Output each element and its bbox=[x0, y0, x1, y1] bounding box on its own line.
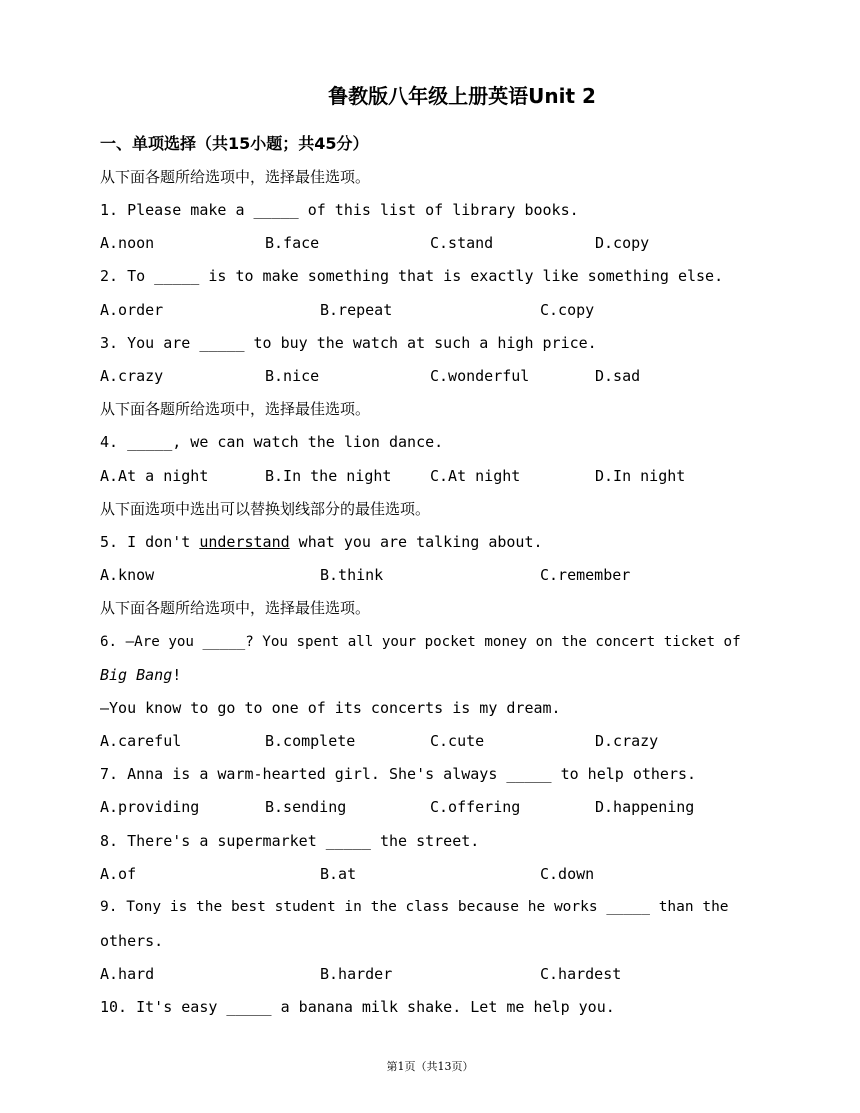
instruction: 从下面各题所给选项中，选择最佳选项。 bbox=[100, 400, 371, 418]
question-6-reply: —You know to go to one of its concerts is my dream. bbox=[100, 699, 561, 717]
question-2: 2. To _____ is to make something that is exactly like something else. bbox=[100, 267, 724, 285]
option-3a: A.crazy bbox=[100, 367, 164, 385]
option-4d: D.In night bbox=[595, 467, 686, 485]
question-4: 4. _____, we can watch the lion dance. bbox=[100, 433, 444, 451]
question-8: 8. There's a supermarket _____ the street. bbox=[100, 832, 480, 850]
question-3: 3. You are _____ to buy the watch at such a high price. bbox=[100, 334, 597, 352]
instruction: 从下面各题所给选项中，选择最佳选项。 bbox=[100, 599, 371, 617]
option-3c: C.wonderful bbox=[430, 367, 530, 385]
question-9: 9. Tony is the best student in the class because he works _____ than the bbox=[100, 899, 729, 915]
option-1c: C.stand bbox=[430, 234, 494, 252]
option-7b: B.sending bbox=[265, 798, 347, 816]
option-5a: A.know bbox=[100, 566, 155, 584]
question-6-punct: ! bbox=[172, 666, 182, 684]
option-8a: A.of bbox=[100, 865, 137, 883]
option-4b: B.In the night bbox=[265, 467, 392, 485]
option-9c: C.hardest bbox=[540, 965, 622, 983]
question-7: 7. Anna is a warm-hearted girl. She's always _____ to help others. bbox=[100, 765, 697, 783]
question-5-end: what you are talking about. bbox=[289, 533, 543, 551]
underlined-word: understand bbox=[199, 533, 290, 551]
option-7a: A.providing bbox=[100, 798, 200, 816]
option-7d: D.happening bbox=[595, 798, 695, 816]
question-9-cont: others. bbox=[100, 932, 164, 950]
document-title: 鲁教版八年级上册英语Unit 2 bbox=[328, 84, 596, 108]
option-5b: B.think bbox=[320, 566, 384, 584]
option-5c: C.remember bbox=[540, 566, 631, 584]
instruction: 从下面选项中选出可以替换划线部分的最佳选项。 bbox=[100, 500, 431, 518]
option-1d: D.copy bbox=[595, 234, 650, 252]
section-heading: 一、单项选择（共15小题；共45分） bbox=[100, 134, 369, 153]
question-5 bbox=[100, 532, 543, 552]
option-6d: D.crazy bbox=[595, 732, 659, 750]
option-6b: B.complete bbox=[265, 732, 356, 750]
option-7c: C.offering bbox=[430, 798, 521, 816]
option-2c: C.copy bbox=[540, 301, 595, 319]
option-8b: B.at bbox=[320, 865, 357, 883]
option-9b: B.harder bbox=[320, 965, 393, 983]
option-4c: C.At night bbox=[430, 467, 521, 485]
option-6c: C.cute bbox=[430, 732, 485, 750]
option-9a: A.hard bbox=[100, 965, 155, 983]
question-6: 6. —Are you _____? You spent all your pocket money on the concert ticket of bbox=[100, 634, 741, 650]
option-8c: C.down bbox=[540, 865, 595, 883]
option-3b: B.nice bbox=[265, 367, 320, 385]
option-1a: A.noon bbox=[100, 234, 155, 252]
page-footer: 第1页（共13页） bbox=[386, 1060, 474, 1073]
question-10: 10. It's easy _____ a banana milk shake. Let me help you. bbox=[100, 998, 615, 1016]
option-1b: B.face bbox=[265, 234, 320, 252]
instruction: 从下面各题所给选项中，选择最佳选项。 bbox=[100, 168, 371, 186]
italic-title: Big Bang bbox=[100, 666, 173, 684]
option-6a: A.careful bbox=[100, 732, 182, 750]
question-6-cont bbox=[100, 665, 181, 685]
option-3d: D.sad bbox=[595, 367, 641, 385]
option-2a: A.order bbox=[100, 301, 164, 319]
question-1: 1. Please make a _____ of this list of library books. bbox=[100, 201, 579, 219]
option-2b: B.repeat bbox=[320, 301, 393, 319]
question-5-start: 5. I don't bbox=[100, 533, 200, 551]
option-4a: A.At a night bbox=[100, 467, 209, 485]
